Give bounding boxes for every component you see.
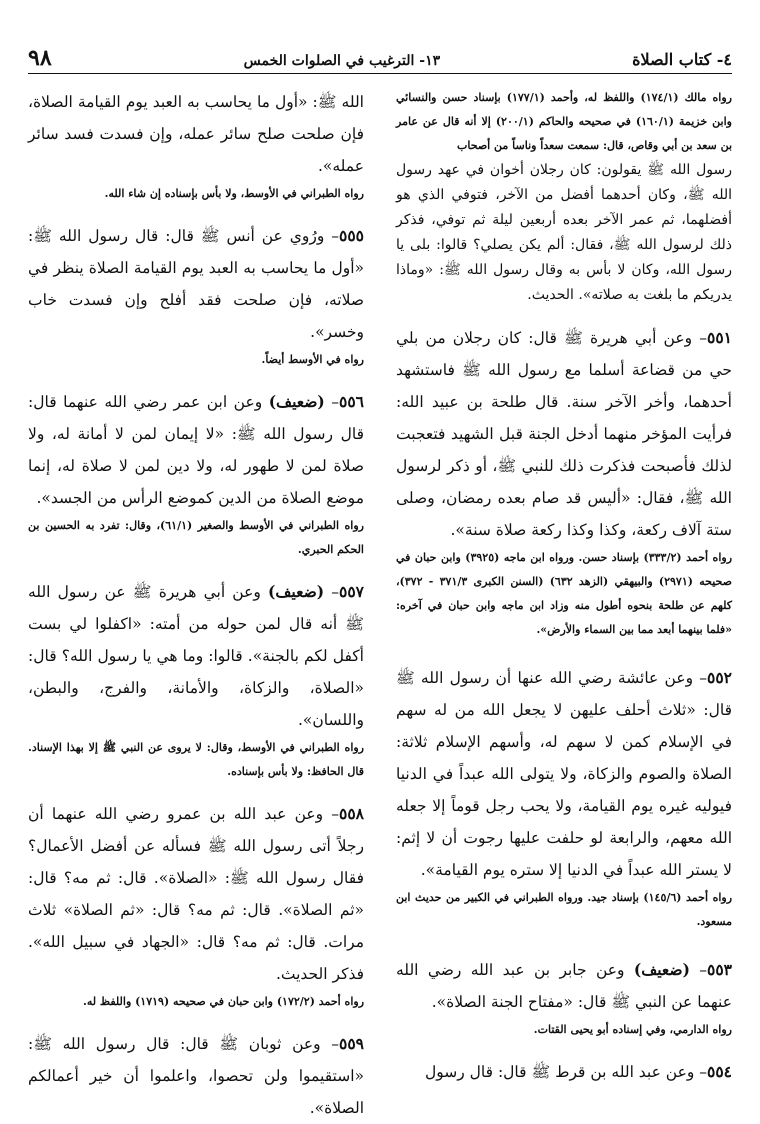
source-text: رواه الطبراني في الأوسط، وقال: لا يروى عن النبي ﷺ إلا بهذا الإسناد. قال الحافظ: ولا بأس بإسناده. [28, 741, 364, 778]
section-title: ١٣- الترغيب في الصلوات الخمس [243, 53, 441, 69]
hadith-source-note [28, 514, 364, 562]
hadith-number: ٥٥١ [707, 328, 732, 347]
left-column [28, 86, 364, 1117]
source-text: رواه الدارمي، وفي إسناده أبو يحيى القتات. [533, 1023, 732, 1036]
hadith-number: ٥٥٨ [339, 804, 364, 823]
hadith-entry: ٥٥٩– وعن ثوبان ﷺ قال: قال رسول الله ﷺ: «استقيموا ولن تحصوا، واعلموا أن خير أعمالكم الصلاة». [28, 1034, 364, 1117]
spacer [396, 1042, 732, 1056]
hadith-entry: ٥٥٧– (ضعيف) وعن أبي هريرة ﷺ عن رسول الله ﷺ أنه قال لمن حوله من أمته: «اكفلوا لي بست أكفل لكم بالجنة». قالوا: وما هي يا رسول الله؟ قال: «الصلاة، والزكاة، والأمانة، والفرج، والبطن، واللسان». [28, 582, 364, 729]
hadith-source-note [28, 182, 364, 206]
hadith-text: وعن ابن عمر رضي الله عنهما قال: قال رسول الله ﷺ: «لا إيمان لمن لا أمانة له، ولا صلاة لمن لا طهور له، ولا دين لمن لا صلاة له، إنما موضع الصلاة من الدين كموضع الرأس من الجسد». [28, 393, 364, 507]
source-text: رواه في الأوسط أيضاً. [261, 353, 364, 366]
hadith-source-note [28, 736, 364, 784]
hadith-entry: ٥٥٨– وعن عبد الله بن عمرو رضي الله عنهما أن رجلاً أتى رسول الله ﷺ فسأله عن أفضل الأعمال؟ فقال رسول الله ﷺ: «الصلاة». قال: ثم مه؟ قال: «ثم الصلاة». قال: ثم مه؟ قال: «ثم الصلاة» ثلاث مرات. قال: ثم مه؟ قال: «الجهاد في سبيل الله». فذكر الحديث. [28, 804, 364, 983]
source-text: رواه مالك (١٧٤/١) واللفظ له، وأحمد (١٧٧/١) بإسناد حسن والنسائي وابن خزيمة (١٦٠/١) في صحيحه والحاكم (٢٠٠/١) إلا أنه قال عن عامر بن سعد بن أبي وقاص، قال: سمعت سعداً وناساً من أصحاب [396, 91, 732, 152]
page-number: ٩٨ [28, 45, 52, 71]
hadith-entry [396, 158, 732, 308]
spacer [28, 372, 364, 386]
running-header [28, 44, 732, 74]
hadith-text: رسول الله ﷺ يقولون: كان رجلان أخوان في عهد رسول الله ﷺ، وكان أحدهما أفضل من الآخر، فتوفي الذي هو أفضلهما، ثم عمر الآخر بعده أربعين ليلة ثم توفي، فذكر ذلك لرسول الله ﷺ، فقال: ألم يكن يصلي؟ قالوا: بلى يا رسول الله، وكان لا بأس به وقال رسول الله ﷺ: «وماذا يدريكم ما بلغت به صلاته». الحديث. [396, 162, 732, 303]
spacer [396, 308, 732, 322]
grading-label: (ضعيف) [268, 582, 325, 601]
source-text: رواه أحمد (١٤٥/٦) بإسناد جيد. ورواه الطبراني في الكبير من حديث ابن مسعود. [396, 891, 733, 928]
hadith-text: وعن عبد الله بن عمرو رضي الله عنهما أن رجلاً أتى رسول الله ﷺ فسأله عن أفضل الأعمال؟ فقال رسول الله ﷺ: «الصلاة». قال: ثم مه؟ قال: «ثم الصلاة». قال: ثم مه؟ قال: «ثم الصلاة» ثلاث مرات. قال: ثم مه؟ قال: «الجهاد في سبيل الله». فذكر الحديث. [28, 805, 364, 983]
hadith-entry: ٥٥٤– وعن عبد الله بن قرط ﷺ قال: قال رسول [424, 1062, 732, 1081]
hadith-text: وعن أبي هريرة ﷺ عن رسول الله ﷺ أنه قال لمن حوله من أمته: «اكفلوا لي بست أكفل لكم بالجنة». قالوا: وما هي يا رسول الله؟ قال: «الصلاة، والزكاة، والأمانة، والفرج، والبطن، واللسان». [28, 583, 364, 729]
source-text: رواه أحمد (٣٣٣/٢) بإسناد حسن. ورواه ابن ماجه (٣٩٢٥) وابن حبان في صحيحه (٢٩٧١) والبيهقي (الزهد ٦٣٢) (السنن الكبرى ٣٧١/٣ - ٣٧٢)، كلهم عن طلحة بنحوه أطول منه وزاد ابن ماجه وابن حبان في آخره: «فلما بينهما أبعد مما بين السماء والأرض». [396, 551, 733, 636]
hadith-source-note [396, 1018, 732, 1042]
source-text: رواه أحمد (١٧٢/٢) وابن حبان في صحيحه (١٧١٩) واللفظ له. [82, 995, 364, 1008]
hadith-number: ٥٥٥ [339, 226, 364, 245]
spacer [28, 784, 364, 798]
source-text: رواه الطبراني في الأوسط والصغير (٦١/١)، وقال: تفرد به الحسين بن الحكم الحبري. [28, 519, 364, 556]
hadith-number: ٥٥٧ [339, 582, 364, 601]
hadith-entry: ٥٥٣– (ضعيف) وعن جابر بن عبد الله رضي الله عنهما عن النبي ﷺ قال: «مفتاح الجنة الصلاة». [396, 960, 732, 1011]
hadith-number: ٥٥٣ [707, 960, 732, 979]
spacer [396, 934, 732, 954]
hadith-number: ٥٥٦ [339, 392, 364, 411]
hadith-entry: ٥٥٦– (ضعيف) وعن ابن عمر رضي الله عنهما قال: قال رسول الله ﷺ: «لا إيمان لمن لا أمانة له، ولا صلاة لمن لا طهور له، ولا دين لمن لا صلاة له، إنما موضع الصلاة من الدين كموضع الرأس من الجسد». [28, 392, 364, 507]
grading-label: (ضعيف) [633, 960, 690, 979]
spacer [28, 562, 364, 576]
hadith-text: وعن عبد الله بن قرط ﷺ قال: قال رسول [424, 1063, 695, 1081]
hadith-number: ٥٥٩ [339, 1034, 364, 1053]
hadith-source-note [396, 886, 732, 934]
hadith-text: الله ﷺ: «أول ما يحاسب به العبد يوم القيامة الصلاة، فإن صلحت صلح سائر عمله، وإن فسدت فسد سائر عمله». [28, 93, 364, 175]
hadith-number: ٥٥٢ [707, 668, 733, 687]
hadith-entry: ٥٥٥– ورُوي عن أنس ﷺ قال: قال رسول الله ﷺ: «أول ما يحاسب به العبد يوم القيامة الصلاة ينظر في صلاته، فإن صلحت فقد أفلح وإن فسدت خاب وخسر». [28, 226, 364, 341]
hadith-entry: ٥٥٢– وعن عائشة رضي الله عنها أن رسول الله ﷺ قال: «ثلاث أحلف عليهن لا يجعل الله من له سهم في الإسلام كمن لا سهم له، وأسهم الإسلام ثلاثة: الصلاة والصوم والزكاة، ولا يتولى الله عبداً في الدنيا فيوليه غيره يوم القيامة، ولا يحب رجل قوماً إلا جعله الله معهم، والرابعة لو حلفت عليها رجوت أن لا إثم: لا يستر الله عبداً في الدنيا إلا ستره يوم القيامة». [396, 668, 733, 879]
hadith-text: وعن أبي هريرة ﷺ قال: كان رجلان من بلي حي من قضاعة أسلما مع رسول الله ﷺ فاستشهد أحدهما، وأخر الآخر سنة. قال طلحة بن عبيد الله: فرأيت المؤخر منهما أدخل الجنة قبل الشهيد فتعجبت لذلك فأصبحت فذكرت ذلك للنبي ﷺ، أو ذكر لرسول الله ﷺ، فقال: «أليس قد صام بعده رمضان، وصلى ستة آلاف ركعة، وكذا وكذا ركعة صلاة سنة». [396, 329, 732, 539]
hadith-text: ورُوي عن أنس ﷺ قال: قال رسول الله ﷺ: «أول ما يحاسب به العبد يوم القيامة الصلاة ينظر في صلاته، فإن صلحت فقد أفلح وإن فسدت خاب وخسر». [28, 227, 364, 341]
hadith-text: وعن جابر بن عبد الله رضي الله عنهما عن النبي ﷺ قال: «مفتاح الجنة الصلاة». [396, 961, 732, 1011]
hadith-entry: ٥٥١– وعن أبي هريرة ﷺ قال: كان رجلان من بلي حي من قضاعة أسلما مع رسول الله ﷺ فاستشهد أحدهما، وأخر الآخر سنة. قال طلحة بن عبيد الله: فرأيت المؤخر منهما أدخل الجنة قبل الشهيد فتعجبت لذلك فأصبحت فذكرت ذلك للنبي ﷺ، أو ذكر لرسول الله ﷺ، فقال: «أليس قد صام بعده رمضان، وصلى ستة آلاف ركعة، وكذا وكذا ركعة صلاة سنة». [396, 328, 732, 539]
grading-label: (ضعيف) [268, 392, 325, 411]
source-text: رواه الطبراني في الأوسط، ولا بأس بإسناده إن شاء الله. [104, 187, 364, 200]
hadith-entry [28, 86, 364, 182]
hadith-source-note [28, 990, 364, 1014]
hadith-source-note [396, 86, 732, 158]
spacer [28, 1014, 364, 1028]
hadith-text: وعن ثوبان ﷺ قال: قال رسول الله ﷺ: «استقيموا ولن تحصوا، واعلموا أن خير أعمالكم الصلاة». [28, 1035, 364, 1117]
hadith-source-note [396, 546, 732, 642]
chapter-title: ٤- كتاب الصلاة [632, 50, 732, 69]
spacer [396, 642, 732, 662]
right-column [396, 86, 733, 1081]
spacer [28, 206, 364, 220]
hadith-source-note [28, 348, 364, 372]
hadith-number: ٥٥٤ [707, 1062, 732, 1081]
hadith-text: وعن عائشة رضي الله عنها أن رسول الله ﷺ قال: «ثلاث أحلف عليهن لا يجعل الله من له سهم في الإسلام كمن لا سهم له، وأسهم الإسلام ثلاثة: الصلاة والصوم والزكاة، ولا يتولى الله عبداً في الدنيا فيوليه غيره يوم القيامة، ولا يحب رجل قوماً إلا جعله الله معهم، والرابعة لو حلفت عليها رجوت أن لا إثم: لا يستر الله عبداً في الدنيا إلا ستره يوم القيامة». [396, 669, 732, 879]
